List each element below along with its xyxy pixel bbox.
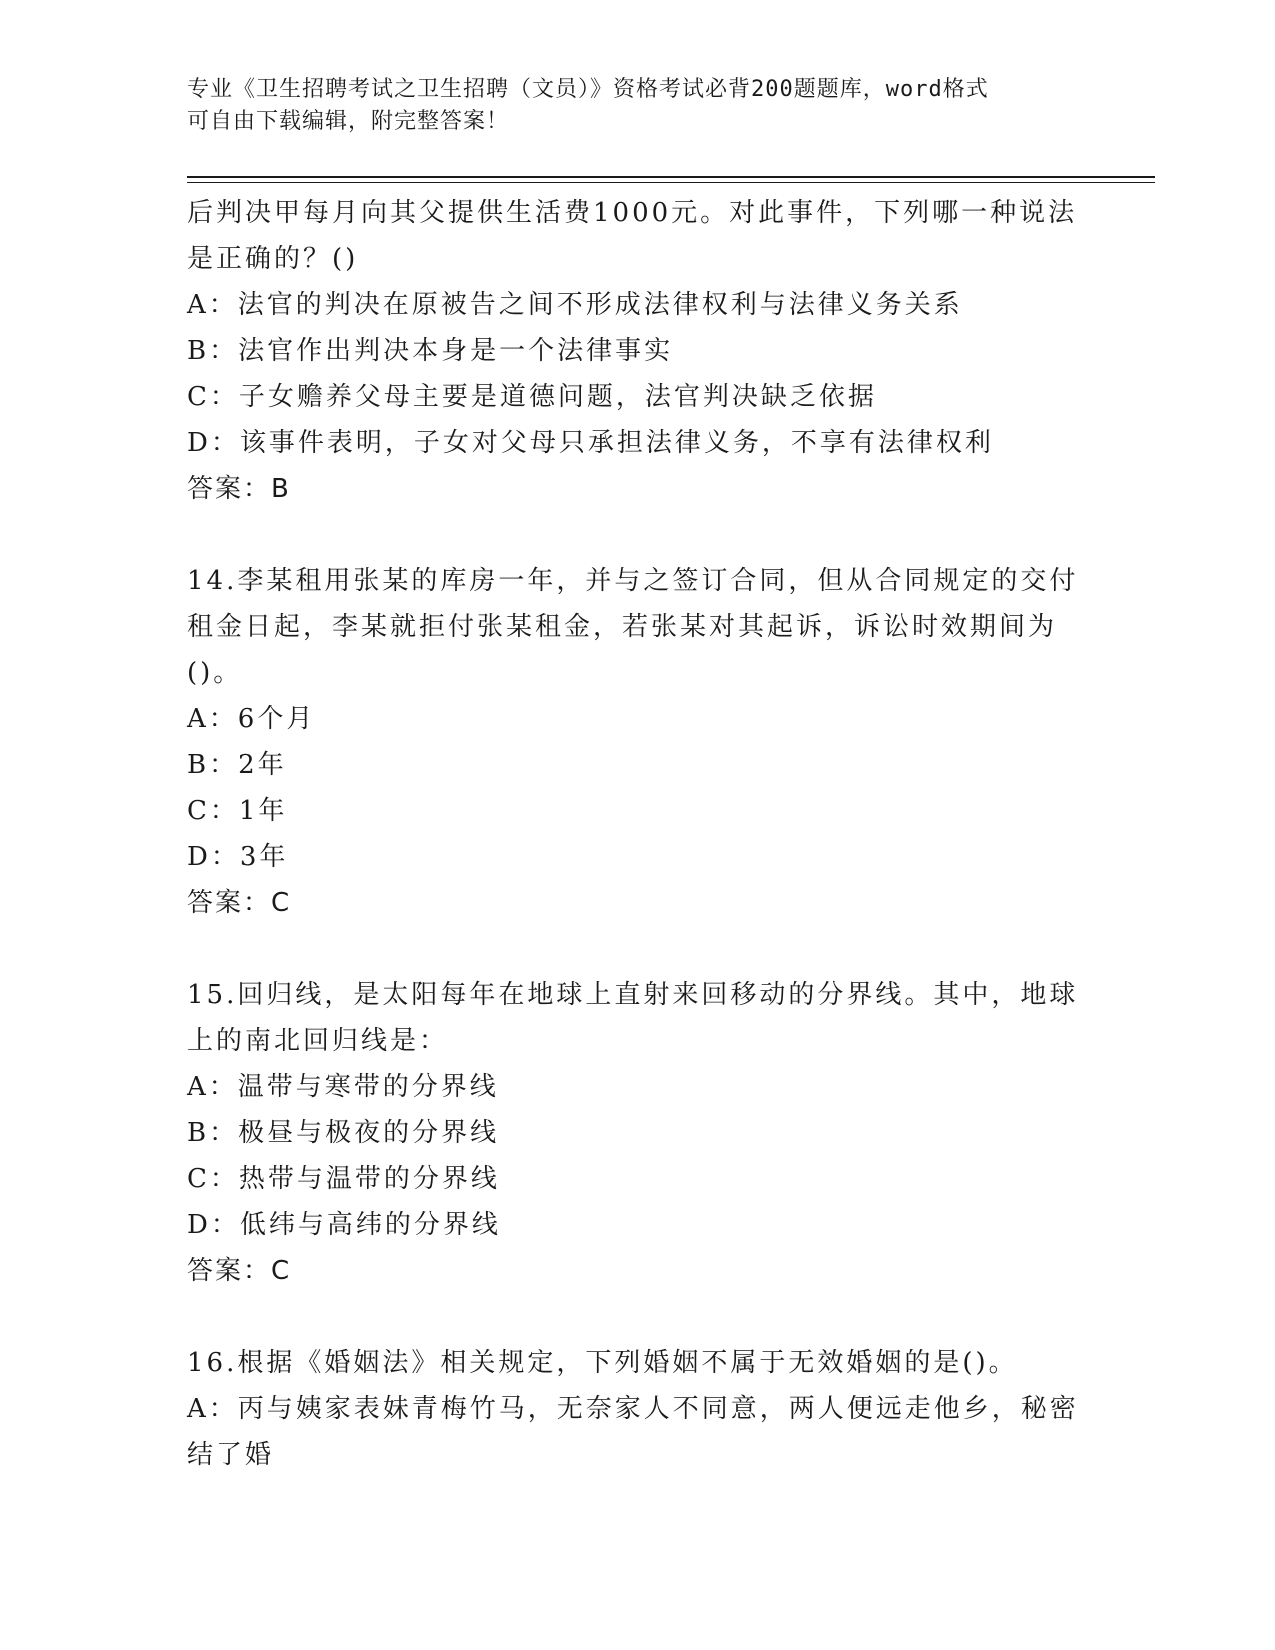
question-15-stem-line-1: 15.回归线，是太阳每年在地球上直射来回移动的分界线。其中，地球 [187, 980, 1079, 1010]
question-13 [187, 190, 1087, 512]
spacer [187, 512, 1087, 558]
question-16-stem-line-1: 16.根据《婚姻法》相关规定，下列婚姻不属于无效婚姻的是()。 [187, 1348, 1018, 1378]
question-16-option-a-line-1: A：丙与姨家表妹青梅竹马，无奈家人不同意，两人便远走他乡，秘密 [187, 1394, 1079, 1424]
question-13-option-a: A：法官的判决在原被告之间不形成法律权利与法律义务关系 [187, 290, 963, 320]
document-header [187, 74, 1067, 138]
question-15-option-b: B：极昼与极夜的分界线 [187, 1118, 500, 1148]
question-15-option-a: A：温带与寒带的分界线 [187, 1072, 499, 1102]
question-15-option-c: C：热带与温带的分界线 [187, 1164, 500, 1194]
header-line-2: 可自由下载编辑，附完整答案！ [187, 109, 510, 134]
question-15-option-d: D：低纬与高纬的分界线 [187, 1210, 501, 1240]
header-line-1: 专业《卫生招聘考试之卫生招聘（文员）》资格考试必背200题题库，word格式 [187, 77, 989, 102]
question-14-answer: 答案：C [187, 888, 292, 918]
question-16 [187, 1340, 1087, 1478]
question-14-option-b: B：2年 [187, 750, 287, 780]
question-15-stem-line-2: 上的南北回归线是： [187, 1026, 449, 1056]
question-15 [187, 972, 1087, 1294]
question-13-option-d: D：该事件表明，子女对父母只承担法律义务，不享有法律权利 [187, 428, 994, 458]
question-14-option-c: C：1年 [187, 796, 288, 826]
question-13-option-b: B：法官作出判决本身是一个法律事实 [187, 336, 674, 366]
header-divider-thin [187, 182, 1155, 183]
question-14-stem-line-3: ()。 [187, 658, 243, 688]
header-divider-thick [187, 176, 1155, 178]
question-15-answer: 答案：C [187, 1256, 292, 1286]
question-13-option-c: C：子女赡养父母主要是道德问题，法官判决缺乏依据 [187, 382, 877, 412]
question-13-stem-line-2: 是正确的？() [187, 244, 359, 274]
question-14-stem-line-2: 租金日起，李某就拒付张某租金，若张某对其起诉，诉讼时效期间为 [187, 612, 1058, 642]
question-list [187, 190, 1087, 1478]
question-14-option-d: D：3年 [187, 842, 289, 872]
question-16-option-a-line-2: 结了婚 [187, 1440, 275, 1470]
spacer [187, 1294, 1087, 1340]
question-14 [187, 558, 1087, 926]
question-13-answer: 答案：B [187, 474, 291, 504]
question-14-option-a: A：6个月 [187, 704, 316, 734]
question-14-stem-line-1: 14.李某租用张某的库房一年，并与之签订合同，但从合同规定的交付 [187, 566, 1079, 596]
spacer [187, 926, 1087, 972]
question-13-stem-line-1: 后判决甲每月向其父提供生活费1000元。对此事件，下列哪一种说法 [187, 198, 1078, 228]
